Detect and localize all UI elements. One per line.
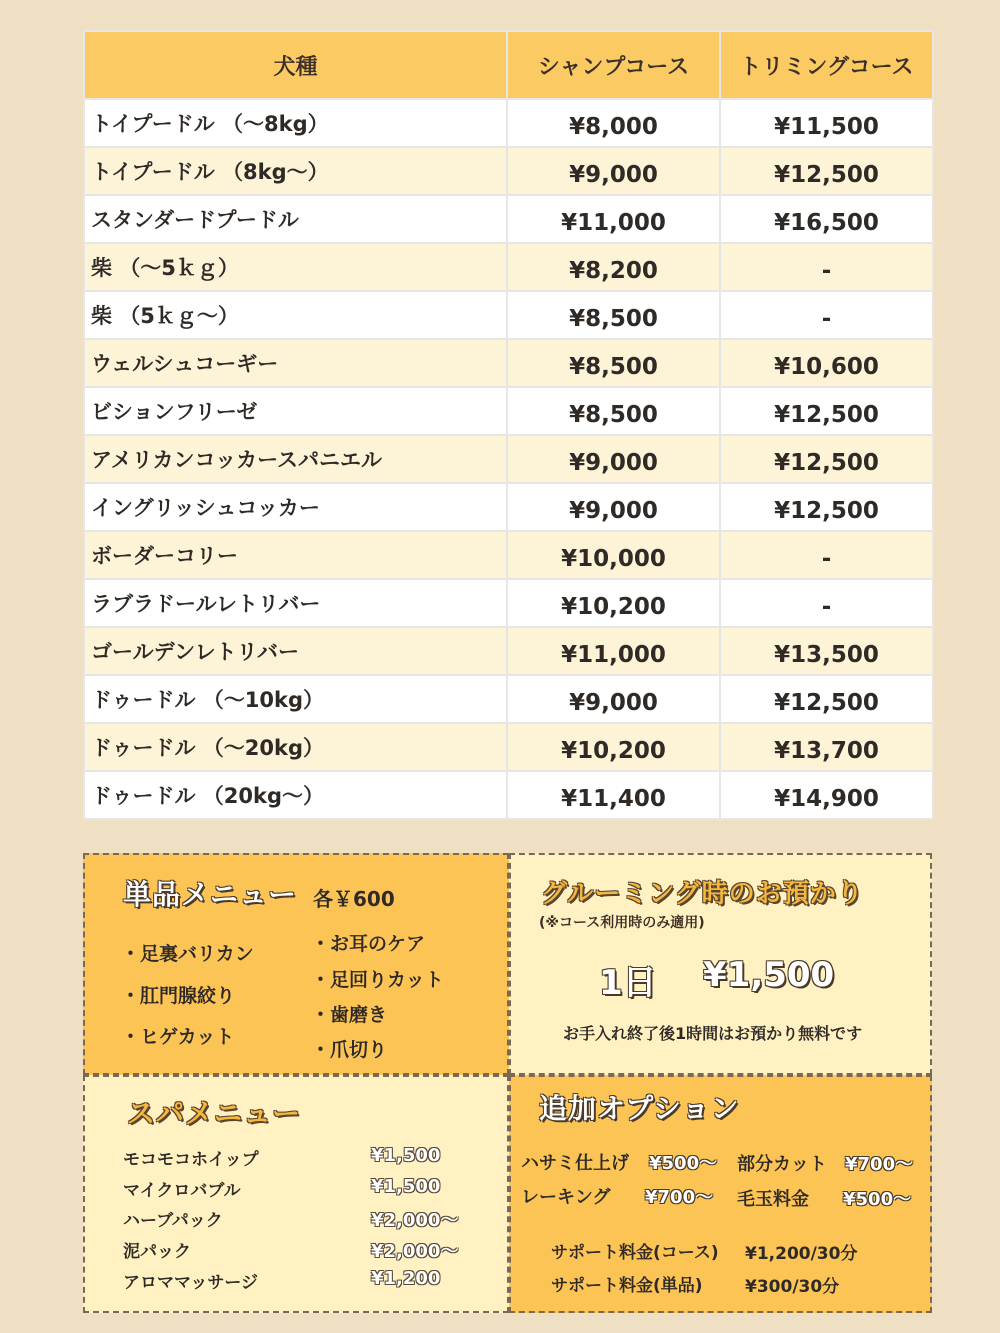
- breed-cell: ウェルシュコーギー: [84, 339, 507, 387]
- daycare-day: 1日: [599, 963, 657, 1003]
- header-shampoo-course: シャンプコース: [507, 31, 720, 99]
- table-header-row: [84, 31, 933, 99]
- option-name: 部分カット: [737, 1154, 827, 1175]
- trimming-price-cell: -: [720, 243, 933, 291]
- table-row: [84, 99, 933, 147]
- spa-item-price: ¥1,500: [371, 1176, 441, 1197]
- trimming-price-cell: ¥11,500: [720, 99, 933, 147]
- daycare-title: グルーミング時のお預かり: [541, 879, 864, 909]
- daycare-panel: [509, 853, 932, 1075]
- shampoo-price-cell: ¥10,200: [507, 723, 720, 771]
- support-price: ¥300/30分: [745, 1277, 840, 1297]
- header-breed: 犬種: [84, 31, 507, 99]
- table-row: [84, 339, 933, 387]
- single-menu-item: ・足回りカット: [311, 969, 444, 991]
- option-price: ¥500～: [649, 1153, 718, 1174]
- shampoo-price-cell: ¥8,000: [507, 99, 720, 147]
- table-header: [84, 31, 933, 99]
- spa-item-name: マイクロバブル: [123, 1181, 241, 1201]
- single-menu-item: ・お耳のケア: [311, 933, 426, 955]
- option-price: ¥700～: [645, 1187, 714, 1208]
- single-menu-title: 単品メニュー: [123, 878, 298, 911]
- single-menu-price: 各￥600: [313, 887, 395, 911]
- daycare-price: ¥1,500: [703, 955, 835, 995]
- single-menu-panel: [83, 853, 509, 1075]
- trimming-price-cell: ¥12,500: [720, 675, 933, 723]
- table-row: [84, 243, 933, 291]
- breed-cell: トイプードル （8kg～）: [84, 147, 507, 195]
- spa-menu-title: スパメニュー: [127, 1097, 302, 1130]
- shampoo-price-cell: ¥8,200: [507, 243, 720, 291]
- spa-menu-panel: [83, 1075, 509, 1313]
- table-body: [84, 99, 933, 819]
- option-name: 毛玉料金: [737, 1189, 809, 1210]
- breed-cell: イングリッシュコッカー: [84, 483, 507, 531]
- shampoo-price-cell: ¥8,500: [507, 291, 720, 339]
- option-name: レーキング: [521, 1187, 611, 1208]
- trimming-price-cell: ¥12,500: [720, 435, 933, 483]
- price-table: [83, 30, 934, 820]
- spa-item-name: アロママッサージ: [123, 1273, 258, 1293]
- breed-cell: 柴 （～5ｋｇ）: [84, 243, 507, 291]
- support-price: ¥1,200/30分: [745, 1244, 858, 1264]
- shampoo-price-cell: ¥9,000: [507, 675, 720, 723]
- trimming-price-cell: ¥10,600: [720, 339, 933, 387]
- table-row: [84, 771, 933, 819]
- option-name: ハサミ仕上げ: [521, 1153, 629, 1174]
- header-trimming-course: トリミングコース: [720, 31, 933, 99]
- trimming-price-cell: ¥12,500: [720, 387, 933, 435]
- shampoo-price-cell: ¥11,000: [507, 627, 720, 675]
- support-name: サポート料金(コース): [551, 1243, 719, 1263]
- single-menu-item: ・肛門腺絞り: [121, 985, 236, 1007]
- breed-cell: スタンダードプードル: [84, 195, 507, 243]
- table-row: [84, 435, 933, 483]
- table-row: [84, 675, 933, 723]
- breed-cell: ドゥードル （～10kg）: [84, 675, 507, 723]
- table-row: [84, 531, 933, 579]
- single-menu-item: ・爪切り: [311, 1039, 388, 1061]
- table-row: [84, 147, 933, 195]
- daycare-footer: お手入れ終了後1時間はお預かり無料です: [563, 1024, 863, 1043]
- trimming-price-cell: ¥13,500: [720, 627, 933, 675]
- options-title: 追加オプション: [539, 1092, 740, 1125]
- table-row: [84, 291, 933, 339]
- breed-cell: アメリカンコッカースパニエル: [84, 435, 507, 483]
- single-menu-item: ・ヒゲカット: [121, 1026, 235, 1048]
- breed-cell: ボーダーコリー: [84, 531, 507, 579]
- trimming-price-cell: ¥12,500: [720, 147, 933, 195]
- table-row: [84, 387, 933, 435]
- breed-cell: ラブラドールレトリバー: [84, 579, 507, 627]
- option-price: ¥700～: [845, 1154, 914, 1175]
- shampoo-price-cell: ¥11,000: [507, 195, 720, 243]
- trimming-price-cell: ¥13,700: [720, 723, 933, 771]
- trimming-price-cell: -: [720, 531, 933, 579]
- option-price: ¥500～: [843, 1189, 912, 1210]
- spa-item-price: ¥2,000～: [371, 1241, 459, 1262]
- trimming-price-cell: -: [720, 291, 933, 339]
- breed-cell: ビションフリーゼ: [84, 387, 507, 435]
- spa-item-price: ¥2,000～: [371, 1210, 459, 1231]
- trimming-price-cell: ¥16,500: [720, 195, 933, 243]
- shampoo-price-cell: ¥11,400: [507, 771, 720, 819]
- options-panel: [509, 1075, 932, 1313]
- shampoo-price-cell: ¥9,000: [507, 483, 720, 531]
- shampoo-price-cell: ¥9,000: [507, 435, 720, 483]
- shampoo-price-cell: ¥10,000: [507, 531, 720, 579]
- trimming-price-cell: ¥14,900: [720, 771, 933, 819]
- breed-cell: ゴールデンレトリバー: [84, 627, 507, 675]
- breed-cell: トイプードル （～8kg）: [84, 99, 507, 147]
- breed-cell: ドゥードル （20kg～）: [84, 771, 507, 819]
- daycare-note: (※コース利用時のみ適用): [539, 915, 705, 931]
- single-menu-item: ・足裏バリカン: [121, 943, 254, 965]
- spa-item-price: ¥1,500: [371, 1145, 441, 1166]
- shampoo-price-cell: ¥8,500: [507, 387, 720, 435]
- shampoo-price-cell: ¥8,500: [507, 339, 720, 387]
- breed-cell: ドゥードル （～20kg）: [84, 723, 507, 771]
- table-row: [84, 723, 933, 771]
- trimming-price-cell: ¥12,500: [720, 483, 933, 531]
- shampoo-price-cell: ¥9,000: [507, 147, 720, 195]
- table-row: [84, 627, 933, 675]
- breed-cell: 柴 （5ｋｇ～）: [84, 291, 507, 339]
- support-name: サポート料金(単品): [551, 1276, 703, 1296]
- spa-item-price: ¥1,200: [371, 1268, 441, 1289]
- table-row: [84, 579, 933, 627]
- single-menu-item: ・歯磨き: [311, 1004, 388, 1026]
- spa-item-name: モコモコホイップ: [123, 1150, 259, 1170]
- shampoo-price-cell: ¥10,200: [507, 579, 720, 627]
- spa-item-name: ハーブパック: [123, 1211, 223, 1231]
- spa-item-name: 泥パック: [123, 1242, 191, 1262]
- table-row: [84, 195, 933, 243]
- trimming-price-cell: -: [720, 579, 933, 627]
- table-row: [84, 483, 933, 531]
